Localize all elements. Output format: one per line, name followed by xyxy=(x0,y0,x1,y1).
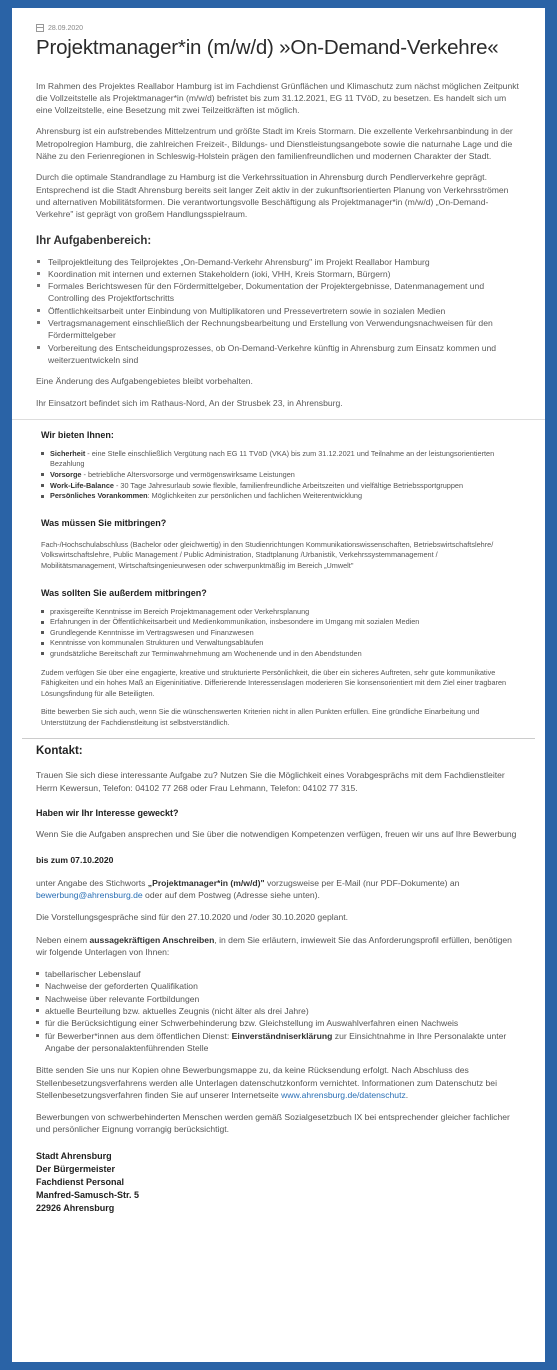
address-line: Der Bürgermeister xyxy=(36,1163,116,1174)
documents-intro: Neben einem aussagekräftigen Anschreiben, in dem Sie erläutern, inwieweit Sie das Anforderungsprofil erfüllen, benötigen wir folgende Unterlagen von Ihnen: xyxy=(36,934,512,957)
header-section xyxy=(12,8,545,409)
contact-section xyxy=(12,739,545,1214)
list-item: praxisgereifte Kenntnisse im Bereich Projektmanagement oder Verkehrsplanung xyxy=(41,607,515,618)
calendar-icon xyxy=(36,24,44,32)
list-item: Kenntnisse von kommunalen Strukturen und Verwaltungsabläufen xyxy=(41,638,515,649)
offer-heading: Wir bieten Ihnen: xyxy=(41,429,114,440)
list-item: Nachweise der geforderten Qualifikation xyxy=(36,980,523,992)
list-item: Erfahrungen in der Öffentlichkeitsarbeit und Medienkommunikation, insbesondere im Umgang mit sozialen Medien xyxy=(41,617,515,628)
email-link[interactable]: bewerbung@ahrensburg.de xyxy=(36,889,143,900)
list-item: für Bewerber*innen aus dem öffentlichen Dienst: Einverständniserklärung zur Einsichtnahme in Ihre Personalakte unter Angabe der personalaktenführenden Stelle xyxy=(36,1030,523,1055)
location-note: Ihr Einsatzort befindet sich im Rathaus-Nord, An der Strusbek 23, in Ahrensburg. xyxy=(36,397,343,408)
intro-paragraph-1: Im Rahmen des Projektes Reallabor Hamburg ist im Fachdienst Grünflächen und Klimaschutz zum nächst möglichen Zeitpunkt die Vollzeitstelle als Projektmanager*in (m/w/d) befristet bis zum 31.12.2021, EG 11 TVöD, zu besetzen. Es handelt sich um eine Vollzeitstelle, eine Besetzung mit zwei Teilzeitkräften ist möglich. xyxy=(36,80,519,116)
documents-list xyxy=(36,968,523,1054)
disability-note: Bewerbungen von schwerbehinderten Menschen werden gemäß Sozialgesetzbuch IX bei entsprechender gleicher fachlicher und persönlicher Eignung vorrangig berücksichtigt. xyxy=(36,1112,510,1135)
copies-note: Bitte senden Sie uns nur Kopien ohne Bewerbungsmappe zu, da keine Rücksendung erfolgt. Nach Abschluss des Stellenbesetzungsverfahrens werden alle Unterlagen datenschutzkonform vernichtet. Informationen zum Datenschutz bei Stellenbesetzungsverfahren finden Sie auf unserer Internetseite www.ahrensburg.de/datenschutz. xyxy=(36,1065,497,1100)
list-item: aktuelle Beurteilung bzw. aktuelles Zeugnis (nicht älter als drei Jahre) xyxy=(36,1005,523,1017)
list-item: Öffentlichkeitsarbeit unter Einbindung von Multiplikatoren und Pressevertretern sowie in sozialen Medien xyxy=(36,305,523,317)
requirements-text: Fach-/Hochschulabschluss (Bachelor oder gleichwertig) in den Studienrichtungen Kommunikationswissenschaften, Betriebswirtschaftslehre/ Volkswirtschaftslehre, Public Management / Public Administration, Stadtplanung /Urbanistik, Verkehrssystemmanagement / Mobilitätsmanagement, Wirtschaftsingenieurwesen oder schwerpunktmäßig im Bereich „Umwelt" xyxy=(41,539,494,570)
list-item: Grundlegende Kenntnisse im Vertragswesen und Finanzwesen xyxy=(41,628,515,639)
benefits-section xyxy=(12,420,545,729)
post-date: 28.09.2020 xyxy=(48,24,84,32)
list-item: Persönliches Vorankommen: Möglichkeiten zur persönlichen und fachlichen Weiterentwicklung xyxy=(41,491,515,502)
intro-paragraph-2: Ahrensburg ist ein aufstrebendes Mittelzentrum und größte Stadt im Kreis Stormarn. Die exzellente Verkehrsanbindung in der Metropolregion Hamburg, die zahlreichen Freizeit-, Bildungs- und Dienstleistungsangebote sowie die naturnahe Lage und die Nähe zu den Ferienregionen in Schleswig-Holstein prägen den familienfreundlichen und modernen Charakter der Stadt. xyxy=(36,126,513,162)
interview-dates: Die Vorstellungsgespräche sind für den 27.10.2020 und /oder 30.10.2020 geplant. xyxy=(36,912,348,923)
requirements-heading: Was müssen Sie mitbringen? xyxy=(41,517,167,528)
list-item: tabellarischer Lebenslauf xyxy=(36,968,523,980)
list-item: Vorsorge - betriebliche Altersvorsorge und vermögenswirksame Leistungen xyxy=(41,470,515,481)
list-item: Sicherheit - eine Stelle einschließlich Vergütung nach EG 11 TVöD (VKA) bis zum 31.12.2021 und Teilnahme an der leistungsorientierten Bezahlung xyxy=(41,449,515,470)
list-item: grundsätzliche Bereitschaft zur Terminwahrnehmung am Wochenende und in den Abendstunden xyxy=(41,649,515,660)
list-item: Koordination mit internen und externen Stakeholdern (ioki, VHH, Kreis Stormarn, Bürgern) xyxy=(36,268,523,280)
list-item: Nachweise über relevante Fortbildungen xyxy=(36,993,523,1005)
address-line: Stadt Ahrensburg xyxy=(36,1150,112,1161)
list-item: Work-Life-Balance - 30 Tage Jahresurlaub sowie flexible, familienfreundliche Arbeitszeiten und vielfältige Betriebssportgruppen xyxy=(41,481,515,492)
list-item: Formales Berichtswesen für den Fördermittelgeber, Dokumentation der Projektergebnisse, Datenmanagement und Controlling des Projektfortschritts xyxy=(36,280,523,305)
page-title: Projektmanager*in (m/w/d) »On-Demand-Verkehre« xyxy=(36,36,499,59)
job-posting xyxy=(12,8,545,1362)
extras-paragraph-2: Bitte bewerben Sie sich auch, wenn Sie die wünschenswerten Kriterien nicht in allen Punkten erfüllen. Eine gründliche Einarbeitung und Unterstützung der Fachdienstleitung ist selbstverständlich. xyxy=(41,707,480,727)
tasks-heading: Ihr Aufgabenbereich: xyxy=(36,234,152,247)
address-line: Manfred-Samusch-Str. 5 xyxy=(36,1189,140,1200)
extras-list xyxy=(41,607,515,660)
address-line: 22926 Ahrensburg xyxy=(36,1202,115,1213)
contact-heading: Kontakt: xyxy=(36,745,83,758)
date-row xyxy=(36,24,523,32)
extras-heading: Was sollten Sie außerdem mitbringen? xyxy=(41,587,207,598)
list-item: Teilprojektleitung des Teilprojektes „On-Demand-Verkehr Ahrensburg" im Projekt Reallabor Hamburg xyxy=(36,256,523,268)
list-item: für die Berücksichtigung einer Schwerbehinderung bzw. Gleichstellung im Auswahlverfahren einen Nachweis xyxy=(36,1017,523,1029)
interest-heading: Haben wir Ihr Interesse geweckt? xyxy=(36,808,179,819)
contact-text: Trauen Sie sich diese interessante Aufgabe zu? Nutzen Sie die Möglichkeit eines Vorabgesprächs mit dem Fachdienstleiter Herrn Kewersun, Telefon: 04102 77 268 oder Frau Lehmann, Telefon: 04102 77 315. xyxy=(36,770,505,793)
interest-text: Wenn Sie die Aufgaben ansprechen und Sie über die notwendigen Kompetenzen verfügen, freuen wir uns auf Ihre Bewerbung xyxy=(36,829,517,840)
extras-paragraph-1: Zudem verfügen Sie über eine engagierte, kreative und strukturierte Persönlichkeit, die über ein sicheres Auftreten, sehr gute kommunikative Fähigkeiten und ein hohes Maß an Eigeninitiative. Differierende Interessenslagen moderieren Sie konsensorientiert mit dem Ziel einer tragbaren Lösungsfindung für alle Beteiligten. xyxy=(41,667,507,698)
address-block xyxy=(36,1150,523,1215)
offer-list xyxy=(41,449,515,502)
tasks-note: Eine Änderung des Aufgabengebietes bleibt vorbehalten. xyxy=(36,376,253,387)
list-item: Vorbereitung des Entscheidungsprozesses, ob On-Demand-Verkehre künftig in Ahrensburg zum Einsatz kommen und weiterzuentwickeln sind xyxy=(36,342,523,367)
apply-instructions: unter Angabe des Stichworts „Projektmanager*in (m/w/d)" vorzugsweise per E-Mail (nur PDF-Dokumente) an bewerbung@ahrensburg.de oder auf dem Postweg (Adresse siehe unten). xyxy=(36,877,460,900)
address-line: Fachdienst Personal xyxy=(36,1176,125,1187)
list-item: Vertragsmanagement einschließlich der Rechnungsbearbeitung und Erstellung von Verwendungsnachweisen für den Fördermittelgeber xyxy=(36,317,523,342)
intro-paragraph-3: Durch die optimale Standrandlage zu Hamburg ist die Verkehrssituation in Ahrensburg durch Pendlerverkehre geprägt. Entsprechend ist die Stadt Ahrensburg bereits seit langer Zeit aktiv in der zukunftsorientierten Planung von Verkehrsströmen und alternativen Mobilitätsformen. Die verantwortungsvolle Beschäftigung als Projektmanager*in (m/w/d) „On-Demand-Verkehre" ist geprägt von großem Handlungsspielraum. xyxy=(36,172,509,220)
tasks-list xyxy=(36,256,523,367)
privacy-link[interactable]: www.ahrensburg.de/datenschutz xyxy=(281,1089,406,1100)
deadline: bis zum 07.10.2020 xyxy=(36,855,114,866)
